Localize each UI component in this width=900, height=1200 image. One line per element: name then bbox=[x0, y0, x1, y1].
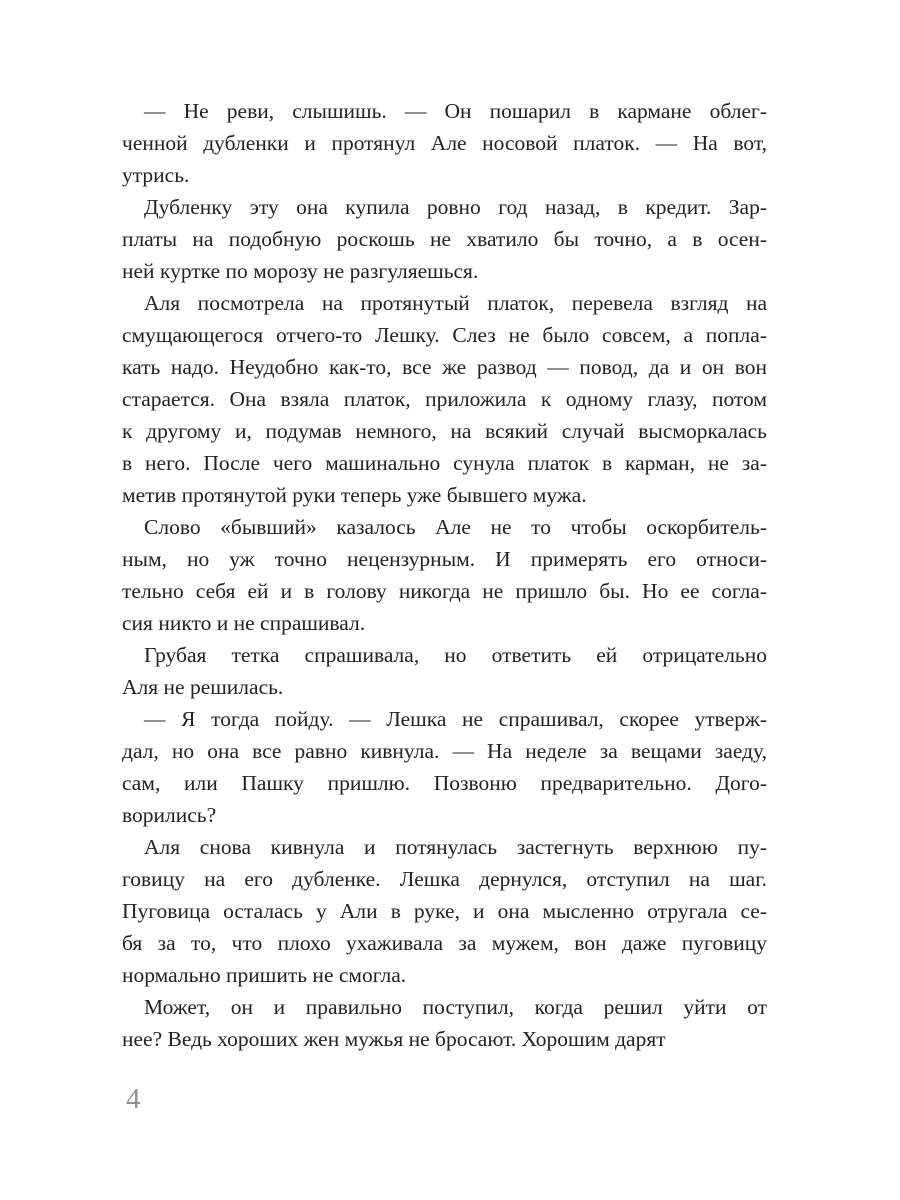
text-line: утрись. bbox=[122, 163, 190, 187]
body-text bbox=[122, 95, 767, 1055]
text-line: кать надо. Неудобно как-то, все же развод — повод, да и он вон bbox=[122, 355, 767, 379]
text-line: нормально пришить не смогла. bbox=[122, 963, 407, 987]
text-line: Слово «бывший» казалось Але не то чтобы оскорбитель- bbox=[144, 515, 767, 539]
text-line: говицу на его дубленке. Лешка дернулся, отступил на шаг. bbox=[122, 867, 767, 891]
text-line: Может, он и правильно поступил, когда решил уйти от bbox=[144, 995, 767, 1019]
paragraph bbox=[122, 639, 767, 703]
paragraph bbox=[122, 511, 767, 639]
text-line: старается. Она взяла платок, приложила к одному глазу, потом bbox=[122, 387, 767, 411]
text-line: дал, но она все равно кивнула. — На неделе за вещами заеду, bbox=[122, 739, 767, 763]
text-line: ченной дубленки и протянул Але носовой платок. — На вот, bbox=[122, 131, 767, 155]
text-line: Аля не решилась. bbox=[122, 675, 284, 699]
text-line: тельно себя ей и в голову никогда не пришло бы. Но ее согла- bbox=[122, 579, 767, 603]
text-line: метив протянутой руки теперь уже бывшего мужа. bbox=[122, 483, 587, 507]
text-line: в него. После чего машинально сунула платок в карман, не за- bbox=[122, 451, 767, 475]
text-line: бя за то, что плохо ухаживала за мужем, вон даже пуговицу bbox=[122, 931, 767, 955]
paragraph bbox=[122, 831, 767, 991]
text-line: ным, но уж точно нецензурным. И примерять его относи- bbox=[122, 547, 767, 571]
text-line: Дубленку эту она купила ровно год назад, в кредит. Зар- bbox=[144, 195, 767, 219]
text-line: сам, или Пашку пришлю. Позвоню предварительно. Дого- bbox=[122, 771, 767, 795]
text-line: смущающегося отчего-то Лешку. Слез не было совсем, а попла- bbox=[122, 323, 767, 347]
text-line: Аля снова кивнула и потянулась застегнуть верхнюю пу- bbox=[144, 835, 767, 859]
text-line: ворились? bbox=[122, 803, 217, 827]
text-line: Пуговица осталась у Али в руке, и она мысленно отругала се- bbox=[122, 899, 767, 923]
text-line: Аля посмотрела на протянутый платок, перевела взгляд на bbox=[144, 291, 767, 315]
text-line: Грубая тетка спрашивала, но ответить ей отрицательно bbox=[144, 643, 767, 667]
page-number: 4 bbox=[126, 1083, 141, 1115]
paragraph bbox=[122, 991, 767, 1055]
text-line: платы на подобную роскошь не хватило бы точно, а в осен- bbox=[122, 227, 767, 251]
paragraph bbox=[122, 191, 767, 287]
text-line: ней куртке по морозу не разгуляешься. bbox=[122, 259, 479, 283]
text-line: к другому и, подумав немного, на всякий случай высморкалась bbox=[122, 419, 767, 443]
paragraph bbox=[122, 95, 767, 191]
text-line: сия никто и не спрашивал. bbox=[122, 611, 366, 635]
text-line: — Не реви, слышишь. — Он пошарил в кармане облег- bbox=[144, 99, 767, 123]
text-line: — Я тогда пойду. — Лешка не спрашивал, скорее утверж- bbox=[144, 707, 767, 731]
paragraph bbox=[122, 703, 767, 831]
paragraph bbox=[122, 287, 767, 511]
text-line: нее? Ведь хороших жен мужья не бросают. Хорошим дарят bbox=[122, 1027, 666, 1051]
